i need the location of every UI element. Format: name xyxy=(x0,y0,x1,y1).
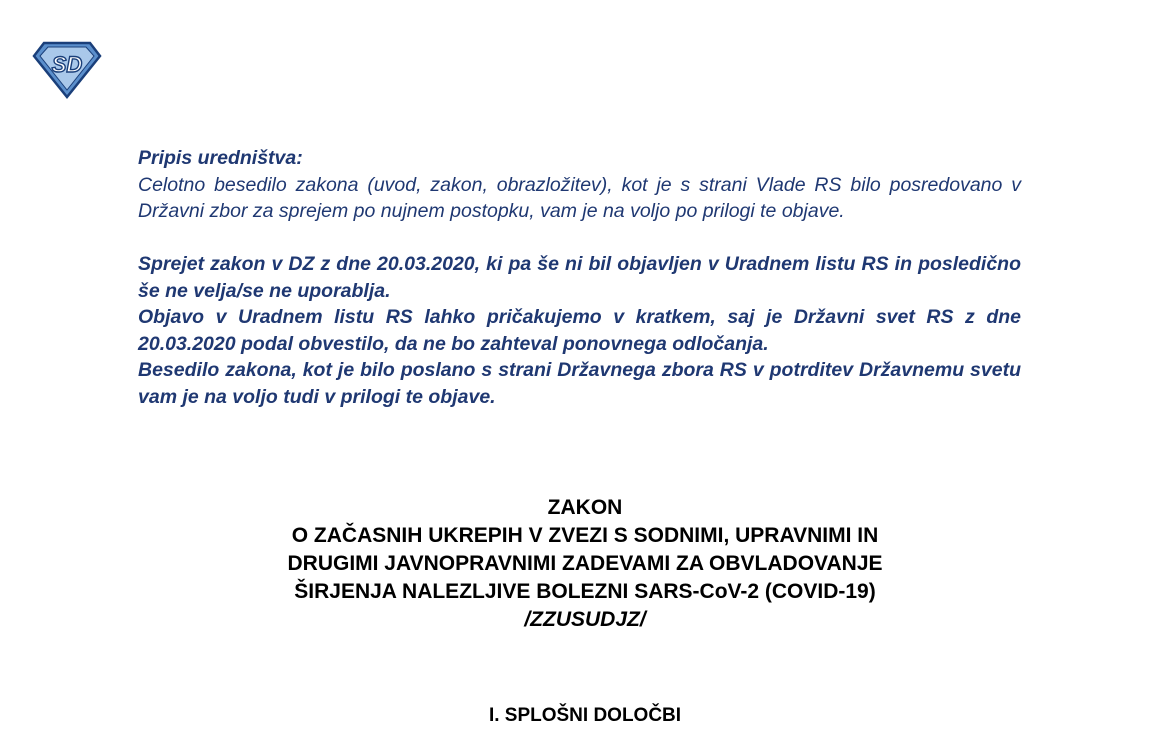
law-title-line-4: ŠIRJENJA NALEZLJIVE BOLEZNI SARS-CoV-2 (COVID-19) xyxy=(294,580,876,603)
editorial-note-paragraph-3: Objavo v Uradnem listu RS lahko pričakujemo v kratkem, saj je Državni svet RS z dne 20.03.2020 podal obvestilo, da ne bo zahteval ponovnega odločanja. xyxy=(138,306,1021,355)
law-title xyxy=(100,494,1070,634)
editorial-note-paragraph-4: Besedilo zakona, kot je bilo poslano s strani Državnega zbora RS v potrditev Državnemu svetu vam je na voljo tudi v prilogi te objave. xyxy=(138,359,1021,408)
law-title-line-3: DRUGIMI JAVNOPRAVNIMI ZADEVAMI ZA OBVLADOVANJE xyxy=(287,552,883,575)
editorial-note-heading: Pripis uredništva: xyxy=(138,147,303,169)
law-title-line-2: O ZAČASNIH UKREPIH V ZVEZI S SODNIMI, UPRAVNIMI IN xyxy=(291,524,879,547)
law-abbreviation: /ZZUSUDJZ/ xyxy=(524,608,646,631)
logo-text: SD xyxy=(51,52,83,77)
sd-logo-shield-icon xyxy=(30,40,104,100)
editorial-note-paragraph-2: Sprejet zakon v DZ z dne 20.03.2020, ki pa še ni bil objavljen v Uradnem listu RS in posledično še ne velja/se ne uporablja. xyxy=(138,253,1021,302)
logo xyxy=(30,40,104,100)
section-title: I. SPLOŠNI DOLOČBI xyxy=(488,705,682,726)
paragraph-gap xyxy=(138,225,1021,252)
editorial-note xyxy=(138,145,1021,410)
law-title-line-1: ZAKON xyxy=(547,496,623,519)
editorial-note-paragraph-1: Celotno besedilo zakona (uvod, zakon, obrazložitev), kot je s strani Vlade RS bilo posredovano v Državni zbor za sprejem po nujnem postopku, vam je na voljo po prilogi te objave. xyxy=(138,173,1021,222)
